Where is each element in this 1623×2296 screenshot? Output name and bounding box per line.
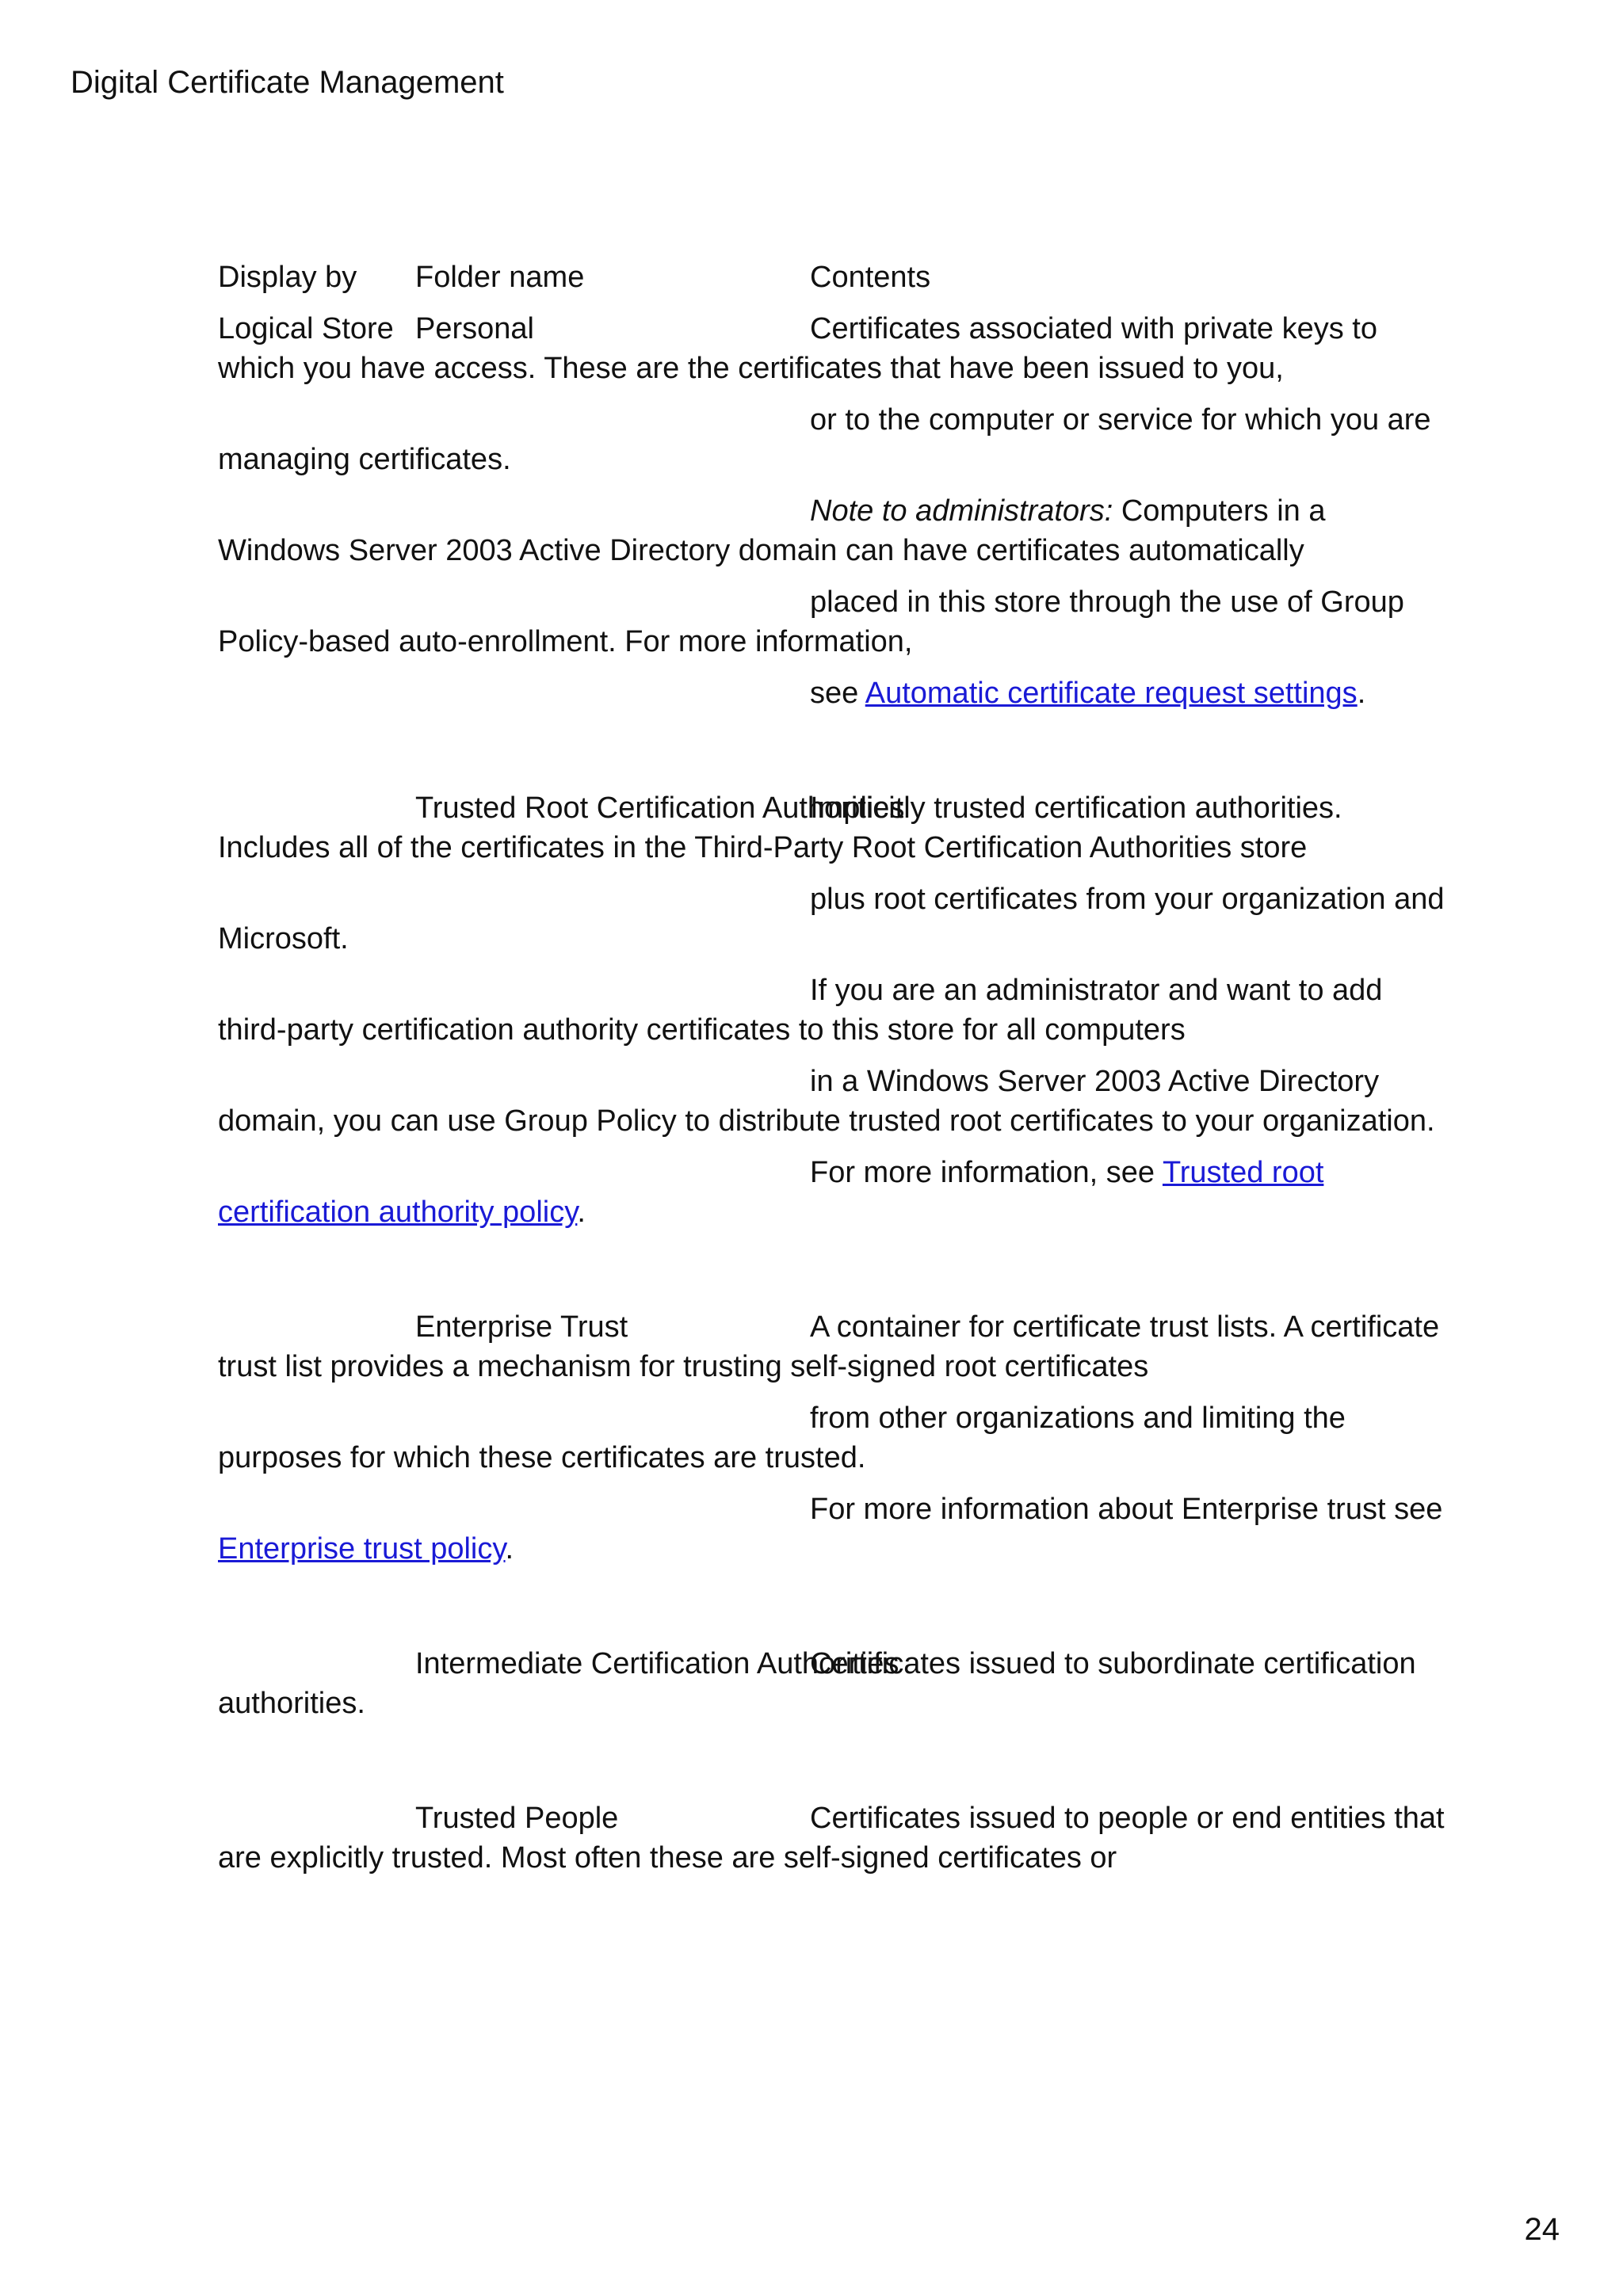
link-prefix: For more information about Enterprise trust see — [810, 1493, 1443, 1526]
contents-paragraph: A container for certificate trust lists. A certificate trust list provides a mechanism for trusting self-signed root certificates — [218, 1310, 1440, 1383]
enterprise-trust-policy-link[interactable]: Enterprise trust policy — [218, 1532, 506, 1566]
link-prefix: see — [810, 677, 865, 710]
column-header-folder-name: Folder name — [415, 261, 585, 294]
column-header-display-by: Display by — [218, 261, 357, 294]
contents-paragraph: from other organizations and limiting the purposes for which these certificates are trusted. — [218, 1402, 1346, 1474]
folder-name: Trusted People — [415, 1802, 619, 1835]
contents-paragraph-note — [218, 491, 1454, 570]
contents-paragraph: plus root certificates from your organization and Microsoft. — [218, 883, 1445, 955]
trusted-root-policy-link[interactable]: Trusted root certification authority policy — [218, 1156, 1324, 1229]
folder-name: Enterprise Trust — [415, 1310, 628, 1344]
link-suffix: . — [505, 1532, 514, 1566]
contents-paragraph: or to the computer or service for which you are managing certificates. — [218, 403, 1431, 476]
display-by-value: Logical Store — [218, 312, 394, 345]
contents-paragraph: If you are an administrator and want to add third-party certification authority certificates to this store for all computers — [218, 974, 1383, 1047]
page-number: 24 — [1524, 2212, 1560, 2247]
contents-paragraph-link — [218, 1153, 1454, 1232]
contents-paragraph: in a Windows Server 2003 Active Directory domain, you can use Group Policy to distribute trusted root certificates to your organization. — [218, 1065, 1435, 1138]
contents-paragraph-link — [218, 673, 1454, 713]
note-label: Note to administrators: — [810, 494, 1113, 528]
folder-name: Trusted Root Certification Authorities — [415, 791, 905, 825]
link-suffix: . — [1357, 677, 1366, 710]
link-prefix: For more information, see — [810, 1156, 1163, 1189]
contents-paragraph-link — [218, 1489, 1454, 1569]
column-header-contents: Contents — [810, 261, 931, 294]
contents-paragraph: Certificates associated with private keys to which you have access. These are the certificates that have been issued to you, — [218, 312, 1377, 385]
page-header-title: Digital Certificate Management — [71, 65, 504, 100]
table-header-row — [218, 257, 1454, 297]
contents-paragraph: Certificates issued to subordinate certification authorities. — [218, 1647, 1416, 1720]
contents-paragraph: placed in this store through the use of Group Policy-based auto-enrollment. For more information, — [218, 585, 1404, 658]
contents-paragraph: Implicitly trusted certification authorities. Includes all of the certificates in the Third-Party Root Certification Authorities store — [218, 791, 1342, 864]
note-text: Computers in a Windows Server 2003 Active Directory domain can have certificates automatically — [218, 494, 1326, 567]
certificate-store-table — [218, 257, 1454, 1890]
contents-paragraph: Certificates issued to people or end entities that are explicitly trusted. Most often these are self-signed certificates or — [218, 1802, 1445, 1875]
automatic-certificate-request-settings-link[interactable]: Automatic certificate request settings — [865, 677, 1358, 710]
folder-name: Personal — [415, 312, 534, 345]
link-suffix: . — [577, 1196, 586, 1229]
folder-name: Intermediate Certification Authorities — [415, 1647, 899, 1680]
